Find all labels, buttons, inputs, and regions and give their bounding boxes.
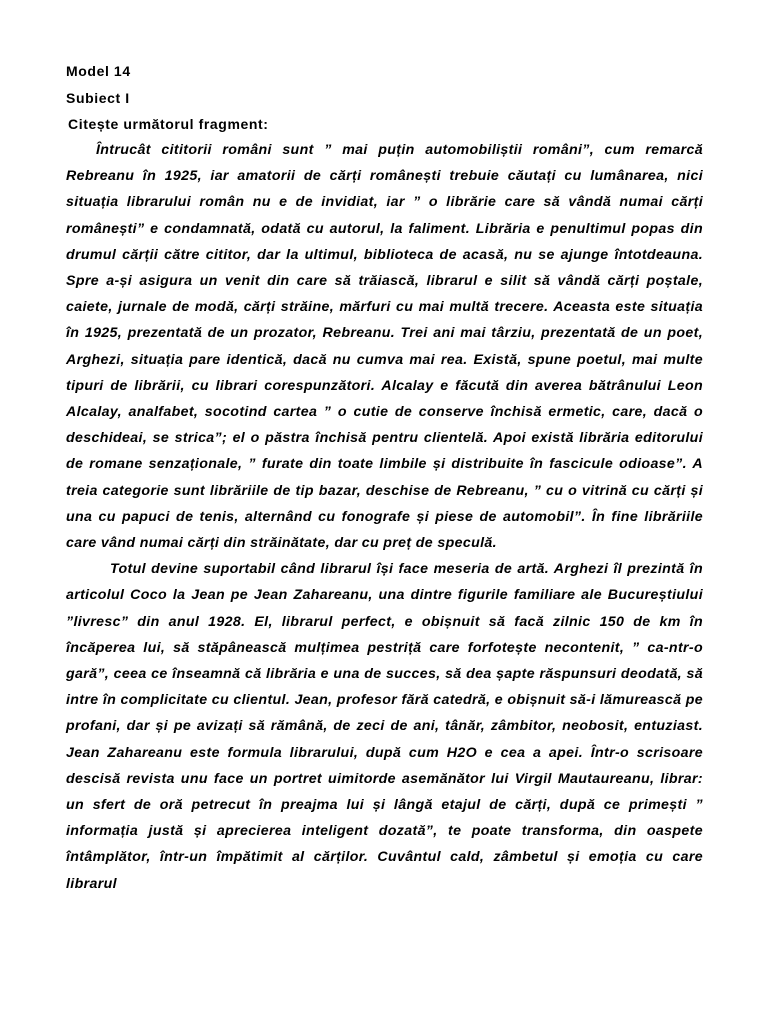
instruction-heading: Citește următorul fragment: — [68, 116, 269, 132]
subject-heading: Subiect I — [66, 90, 130, 106]
paragraph-1: Întrucât cititorii români sunt ” mai puțin automobiliștii români”, cum remarcă Rebreanu în 1925, iar amatorii de cărți românești trebuie căutați cu lumânarea, nici situația librarului român nu e de invidiat, iar ” o librărie care să vândă numai cărți românești” e condamnată, odată cu autorul, la faliment. Librăria e penultimul popas din drumul cărții către cititor, dar la ultimul, biblioteca de acasă, nu se ajunge întotdeauna. Spre a-și asigura un venit din care să trăiască, librarul e silit să vândă cărți poștale, caiete, jurnale de modă, cărți străine, mărfuri cu mai multă trecere. Aceasta este situația în 1925, prezentată de un prozator, Rebreanu. Trei ani mai târziu, prezentată de un poet, Arghezi, situația pare identică, dacă nu cumva mai rea. Există, spune poetul, mai multe tipuri de librării, cu librari corespunzători. Alcalay e făcută din averea bătrânului Leon Alcalay, analfabet, socotind cartea ” o cutie de conserve închisă ermetic, care, dacă o deschideai, se strica”; el o păstra închisă pentru clientelă. Apoi există librăria editorului de romane senzaționale, ” furate din toate limbile și distribuite în fascicule odioase”. A treia categorie sunt librăriile de tip bazar, deschise de Rebreanu, ” cu o vitrină cu cărți și una cu papuci de tenis, alternând cu fonografe și piese de automobil”. În fine librăriile care vând numai cărți din străinătate, dar cu preț de speculă. — [66, 142, 703, 552]
fragment-text — [66, 137, 703, 897]
model-heading: Model 14 — [66, 63, 131, 79]
paragraph-2: Totul devine suportabil când librarul își face meseria de artă. Arghezi îl prezintă în articolul Coco la Jean pe Jean Zahareanu, una dintre figurile familiare ale Bucureștiului ”livresc” din anul 1928. El, librarul perfect, e obișnuit să facă zilnic 150 de km în încăperea lui, să stăpânească mulțimea pestriță care forfotește necontenit, ” ca-ntr-o gară”, ceea ce înseamnă că librăria e una de succes, să dea șapte răspunsuri deodată, să intre în complicitate cu clientul. Jean, profesor fără catedră, e obișnuit să-i lămurească pe profani, dar și pe avizați să rămână, de zeci de ani, tânăr, zâmbitor, neobosit, entuziast. Jean Zahareanu este formula librarului, după cum H2O e cea a apei. Într-o scrisoare descisă revista unu face un portret uimitorde asemănător lui Virgil Mautaureanu, librar: un sfert de oră petrecut în preajma lui și lângă etajul de cărți, după ce primești ” informația justă și aprecierea inteligent dozată”, te poate transforma, din oaspete întâmplător, într-un împătimit al cărților. Cuvântul cald, zâmbetul și emoția cu care librarul — [66, 561, 703, 892]
